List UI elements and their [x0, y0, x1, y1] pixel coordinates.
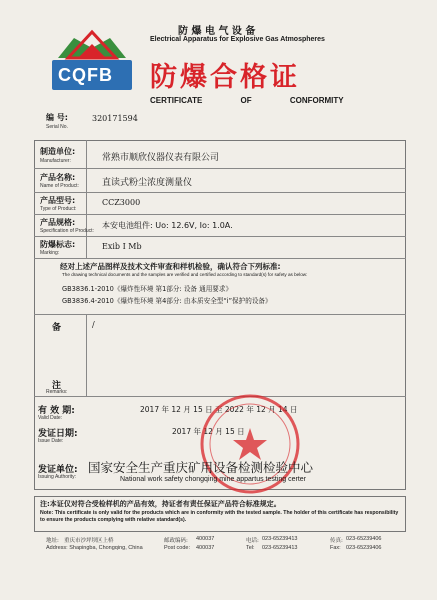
- fax-label: 传真:: [330, 538, 343, 544]
- manufacturer-label-en: Manufacturer:: [40, 158, 71, 164]
- address-cn: 重庆市沙坪坝区上桥: [64, 538, 114, 544]
- manufacturer-label: 制造单位:: [40, 147, 76, 156]
- remarks-value: /: [92, 320, 95, 329]
- row-divider: [34, 192, 406, 193]
- serial-value: 320171594: [92, 114, 138, 123]
- tel-value: 023-65239413: [262, 536, 298, 542]
- issue-date-label: 发证日期:: [38, 429, 78, 439]
- title-en: Electrical Apparatus for Explosive Gas Atmospheres: [150, 36, 325, 43]
- type-label: 产品型号:: [40, 196, 76, 205]
- fax-value-2: 023-65239406: [346, 545, 382, 551]
- product-value: 直读式粉尘浓度测量仪: [102, 178, 193, 188]
- issuer-label: 发证单位:: [38, 465, 78, 475]
- cert-title-cn: 防爆合格证: [150, 62, 300, 93]
- issue-date-value: 2017 年 12 月 15 日: [172, 427, 245, 436]
- standard-1: GB3836.1-2010《爆炸性环境 第1部分: 设备 通用要求》: [62, 285, 233, 293]
- tel-label: 电话:: [246, 538, 259, 544]
- row-divider: [34, 258, 406, 259]
- valid-date-label-en: Valid Date:: [38, 415, 63, 421]
- fax-label-en: Fax:: [330, 545, 341, 551]
- remarks-divider: [86, 314, 87, 396]
- cqfb-logo: [48, 28, 136, 92]
- type-label-en: Type of Product:: [40, 206, 77, 212]
- issuer-name-cn: 国家安全生产重庆矿用设备检测检验中心: [88, 460, 314, 475]
- remarks-label-top: 备: [52, 323, 62, 333]
- product-label: 产品名称:: [40, 173, 76, 182]
- spec-label-en: Specification of Product:: [40, 228, 94, 234]
- issuer-name-en: National work safety chongqing mine appartus testing certer: [120, 476, 306, 483]
- standard-2: GB3836.4-2010《爆炸性环境 第4部分: 由本质安全型“i”保护的设备》: [62, 297, 272, 305]
- row-divider: [34, 314, 406, 315]
- address-en: Address: Shapingba, Chongqing, China: [46, 545, 143, 551]
- spec-label: 产品规格:: [40, 218, 76, 227]
- note-en: Note: This certificate is only valid for the products which are in conformity with the tested sample. The holder of this certificate has responsibility to ensure the products complying with relative standard(s).: [40, 510, 399, 523]
- serial-label-en: Serial No.: [46, 124, 68, 130]
- valid-date-value: 2017 年 12 月 15 日 至 2022 年 12 月 14 日: [140, 405, 298, 414]
- type-value: CCZ3000: [102, 198, 141, 207]
- valid-date-label: 有 效 期:: [38, 406, 75, 416]
- postcode-label: 邮政编码:: [164, 538, 188, 544]
- column-divider: [86, 140, 87, 258]
- remarks-label-en: Remarks:: [46, 389, 68, 395]
- marking-label: 防爆标志:: [40, 240, 76, 249]
- spec-value: 本安电池组件: Uo: 12.6V, Io: 1.0A.: [102, 221, 233, 230]
- postcode-label-en: Post code:: [164, 545, 190, 551]
- row-divider: [34, 236, 406, 237]
- address-label: 地址:: [46, 538, 59, 544]
- issue-date-label-en: Issue Date:: [38, 438, 64, 444]
- postcode-value-2: 400037: [196, 545, 215, 551]
- marking-value: Exib I Mb: [102, 242, 142, 251]
- product-label-en: Name of Product:: [40, 183, 79, 189]
- row-divider: [34, 214, 406, 215]
- serial-label: 编 号:: [46, 113, 68, 122]
- fax-value: 023-65239406: [346, 536, 382, 542]
- issuer-label-en: Issuing Authority:: [38, 474, 77, 480]
- tel-label-en: Tel:: [246, 545, 255, 551]
- logo-text: CQFB: [58, 65, 113, 85]
- tel-value-2: 023-65239413: [262, 545, 298, 551]
- statement-cn: 经对上述产品图样及技术文件审查和样机检验，确认符合下列标准:: [60, 262, 281, 271]
- note-cn: 注:本证仅对符合受检样机的产品有效，持证者有责任保证产品符合标准规定。: [40, 500, 281, 508]
- row-divider: [34, 168, 406, 169]
- title-cn: 防 爆 电 气 设 备: [178, 26, 256, 37]
- marking-label-en: Marking:: [40, 250, 60, 256]
- cert-title-en: CERTIFICATE OF CONFORMITY: [150, 96, 344, 105]
- manufacturer-value: 常熟市顺欣仪器仪表有限公司: [102, 153, 220, 163]
- statement-en: The drawing technical documents and the samples are verified and certified according to standard(s) for safety as below:: [62, 272, 308, 277]
- remarks-label-bottom: 注: [52, 381, 62, 391]
- postcode-value: 400037: [196, 536, 215, 542]
